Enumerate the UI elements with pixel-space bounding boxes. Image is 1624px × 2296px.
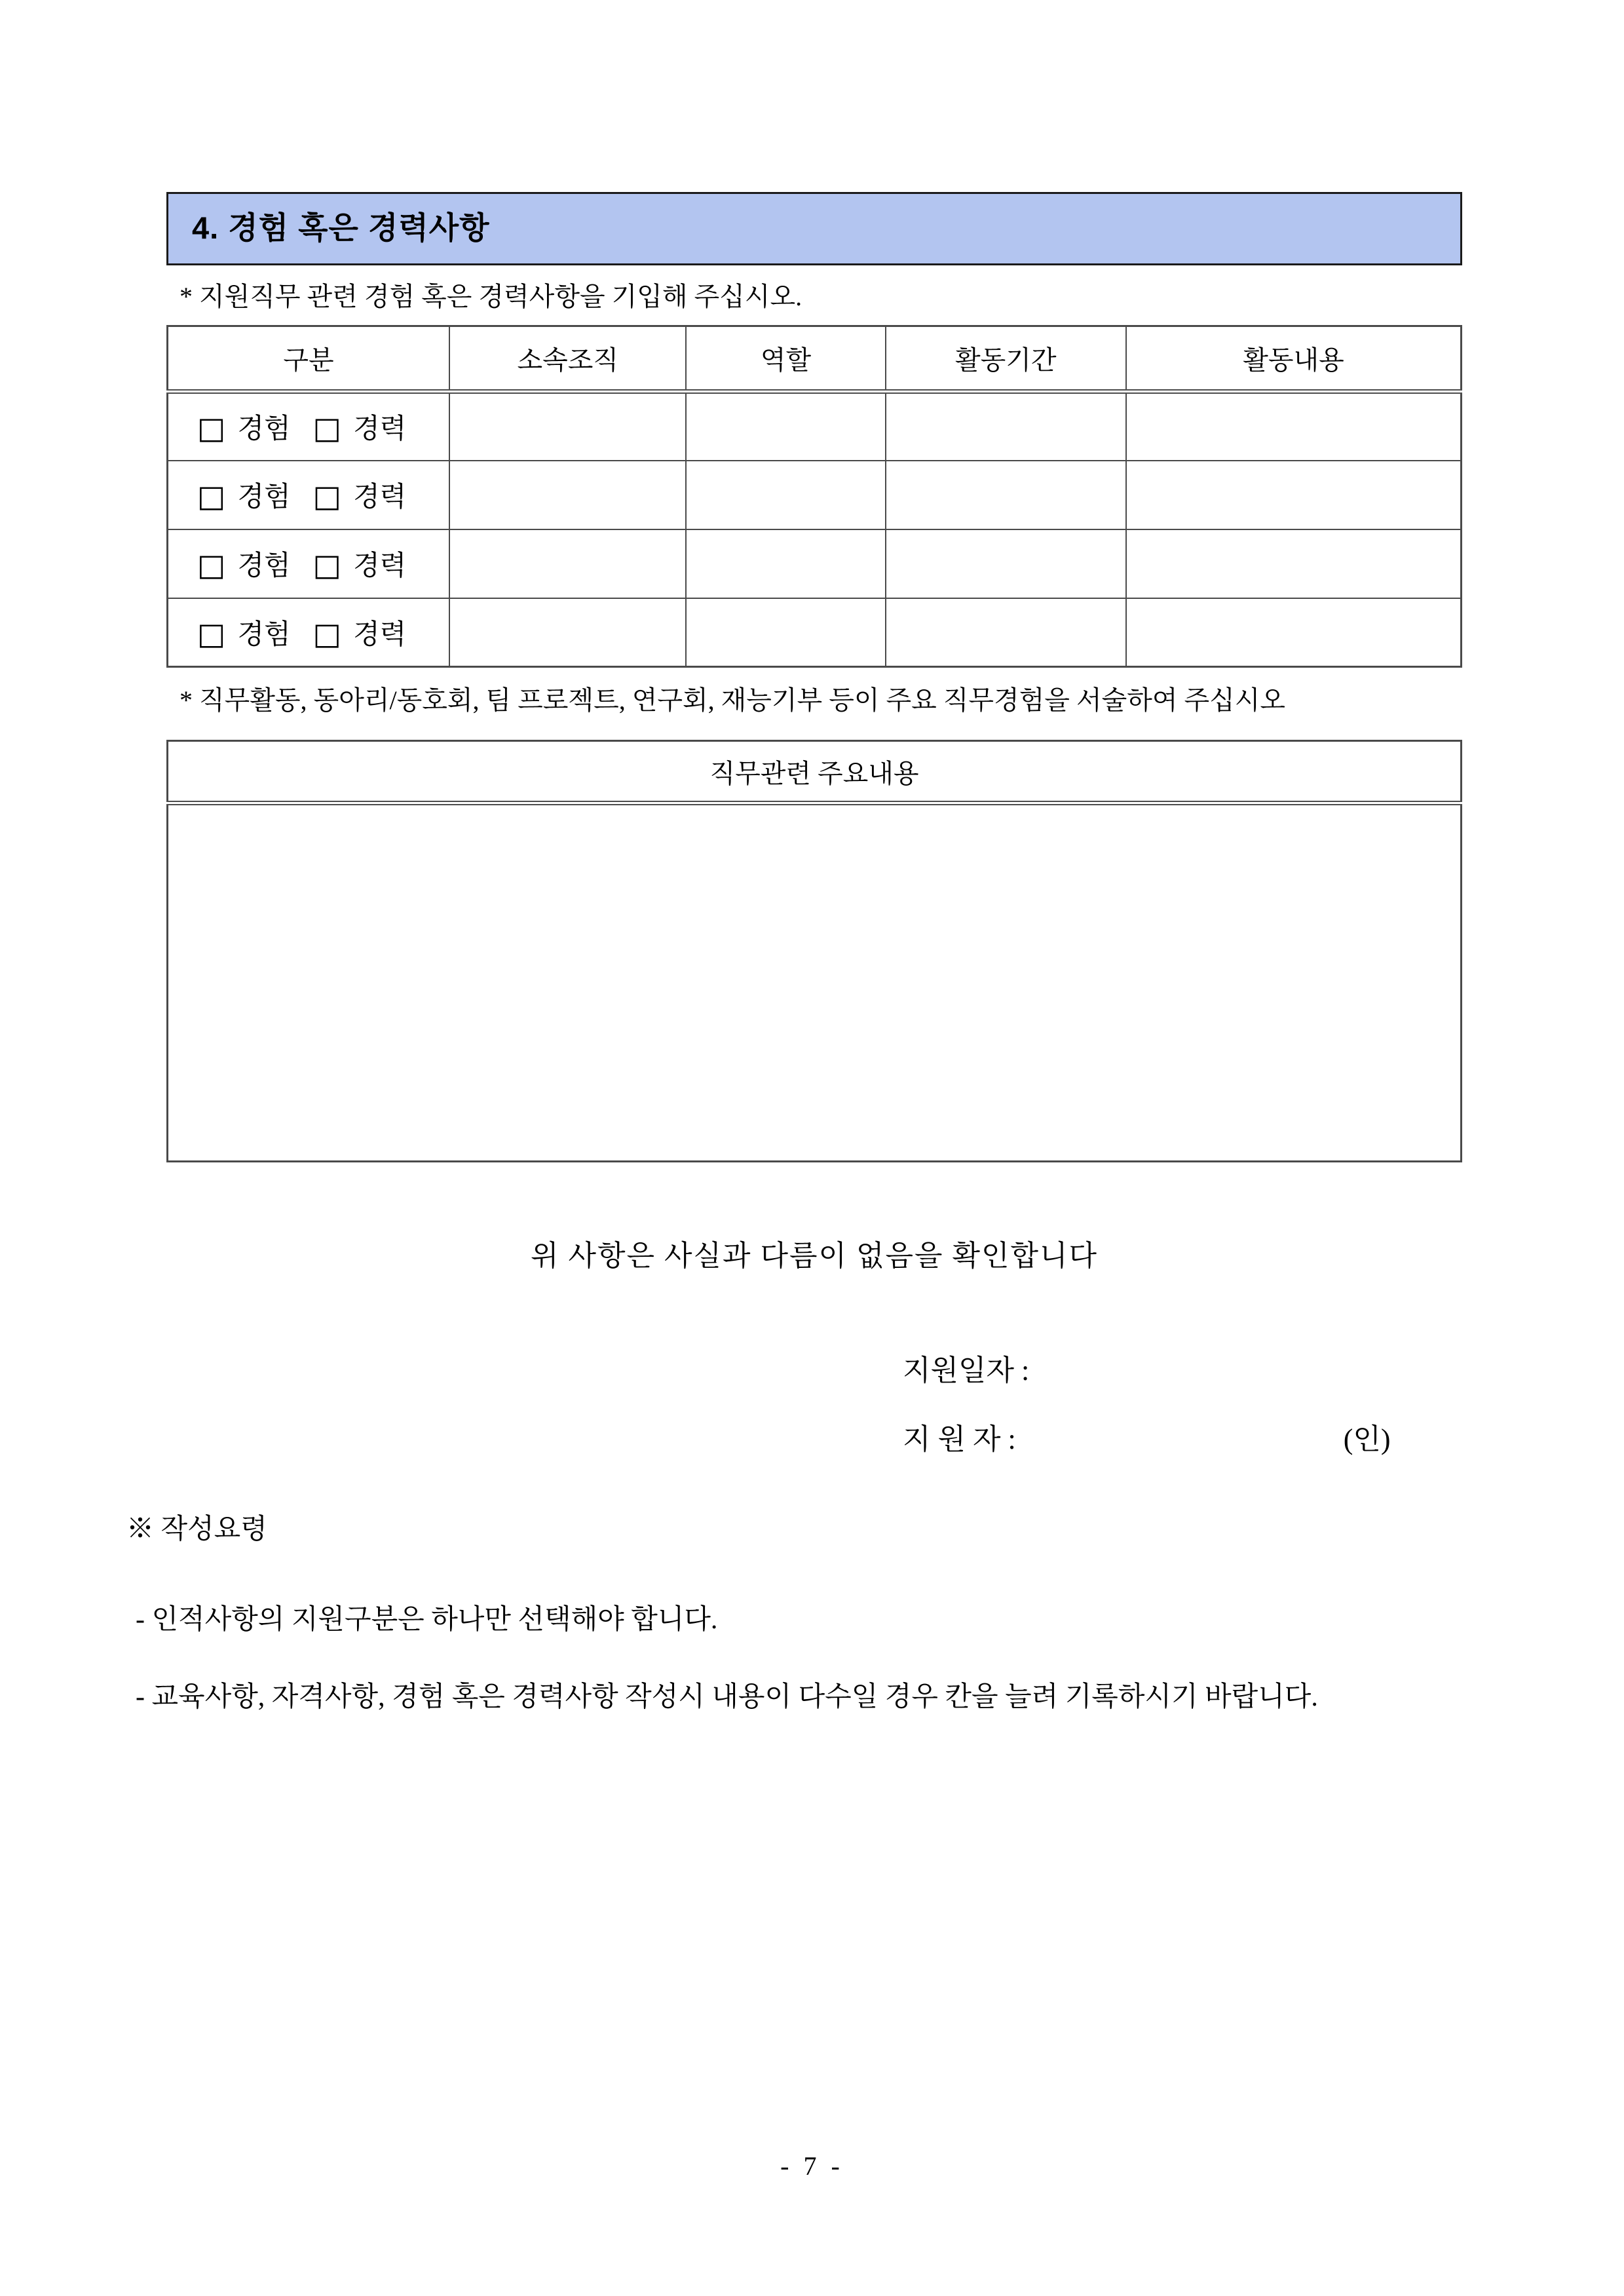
guideline-item-1: - 인적사항의 지원구분은 하나만 선택해야 합니다. — [136, 1605, 718, 1635]
organization-input-cell[interactable] — [449, 598, 686, 667]
period-input-cell[interactable] — [886, 461, 1126, 529]
experience-option-label: 경험 — [237, 482, 291, 512]
organization-input-cell[interactable] — [449, 461, 686, 529]
column-header-activity: 활동내용 — [1126, 326, 1462, 392]
category-cell — [168, 598, 450, 667]
applicant-label: 지 원 자 : — [903, 1423, 1016, 1455]
experience-row-2 — [168, 461, 1462, 529]
job-detail-input-area[interactable] — [168, 803, 1462, 1162]
career-option-label: 경력 — [353, 551, 407, 581]
job-detail-body-row — [168, 803, 1462, 1162]
column-header-category: 구분 — [168, 326, 450, 392]
job-detail-table — [166, 740, 1462, 1162]
organization-input-cell[interactable] — [449, 392, 686, 461]
job-detail-header: 직무관련 주요내용 — [168, 741, 1462, 803]
section-banner — [166, 192, 1462, 265]
activity-input-cell[interactable] — [1126, 598, 1462, 667]
checkbox-career-icon[interactable]: □ — [312, 410, 342, 446]
activity-input-cell[interactable] — [1126, 461, 1462, 529]
confirmation-statement: 위 사항은 사실과 다름이 없음을 확인합니다 — [530, 1240, 1099, 1272]
organization-input-cell[interactable] — [449, 529, 686, 598]
career-option-label: 경력 — [353, 482, 407, 512]
activity-input-cell[interactable] — [1126, 392, 1462, 461]
role-input-cell[interactable] — [686, 461, 885, 529]
experience-table-instruction: * 지원직무 관련 경험 혹은 경력사항을 기입해 주십시오. — [179, 282, 803, 311]
checkbox-career-icon[interactable]: □ — [312, 547, 342, 583]
experience-table-header-row — [168, 326, 1462, 392]
period-input-cell[interactable] — [886, 529, 1126, 598]
checkbox-career-icon[interactable]: □ — [312, 478, 342, 514]
category-cell — [168, 392, 450, 461]
experience-option-label: 경험 — [237, 619, 291, 650]
column-header-organization: 소속조직 — [449, 326, 686, 392]
career-option-label: 경력 — [353, 619, 407, 650]
job-detail-header-row — [168, 741, 1462, 803]
period-input-cell[interactable] — [886, 392, 1126, 461]
applicant-line — [903, 1423, 1624, 1456]
career-option-label: 경력 — [353, 414, 407, 445]
section-title: 4. 경험 혹은 경력사항 — [192, 210, 490, 245]
seal-label: (인) — [1343, 1423, 1391, 1455]
checkbox-experience-icon[interactable]: □ — [197, 478, 226, 514]
job-detail-instruction: * 직무활동, 동아리/동호회, 팀 프로젝트, 연구회, 재능기부 등이 주요 직무경험을 서술하여 주십시오 — [179, 685, 1286, 715]
column-header-period: 활동기간 — [886, 326, 1126, 392]
experience-option-label: 경험 — [237, 551, 291, 581]
role-input-cell[interactable] — [686, 392, 885, 461]
activity-input-cell[interactable] — [1126, 529, 1462, 598]
period-input-cell[interactable] — [886, 598, 1126, 667]
role-input-cell[interactable] — [686, 529, 885, 598]
page-number: - 7 - — [780, 2151, 844, 2181]
guidelines-title: ※ 작성요령 — [126, 1514, 267, 1544]
column-header-role: 역할 — [686, 326, 885, 392]
checkbox-career-icon[interactable]: □ — [312, 615, 342, 651]
experience-option-label: 경험 — [237, 414, 291, 445]
application-date-line — [903, 1354, 1624, 1387]
application-date-label: 지원일자 : — [903, 1354, 1030, 1387]
checkbox-experience-icon[interactable]: □ — [197, 547, 226, 583]
experience-table — [166, 325, 1462, 668]
guideline-item-2: - 교육사항, 자격사항, 경험 혹은 경력사항 작성시 내용이 다수일 경우 칸을 늘려 기록하시기 바랍니다. — [136, 1682, 1318, 1712]
category-cell — [168, 461, 450, 529]
checkbox-experience-icon[interactable]: □ — [197, 410, 226, 446]
experience-row-3 — [168, 529, 1462, 598]
experience-row-4 — [168, 598, 1462, 667]
checkbox-experience-icon[interactable]: □ — [197, 615, 226, 651]
experience-row-1 — [168, 392, 1462, 461]
category-cell — [168, 529, 450, 598]
role-input-cell[interactable] — [686, 598, 885, 667]
